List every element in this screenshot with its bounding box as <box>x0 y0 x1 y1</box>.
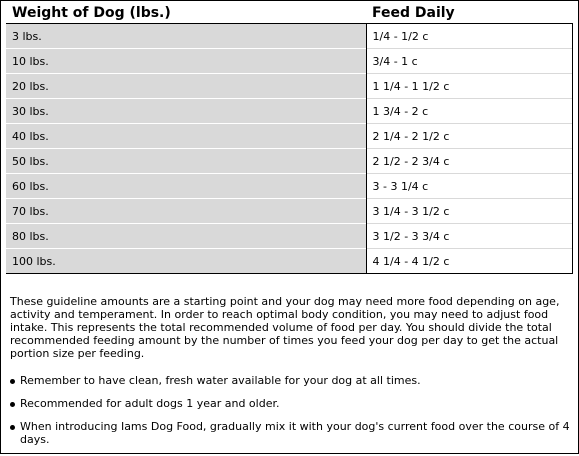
feeding-guideline-note: These guideline amounts are a starting point and your dog may need more food depending on age, activity and temperament. In order to reach optimal body condition, you may need to adjust food intake. This represents the total recommended volume of food per day. You should divide the total recommended feeding amount by the number of times you feed your dog per day to get the actual portion size per feeding. <box>10 295 560 360</box>
feed-cell: 2 1/2 - 2 3/4 c <box>366 149 573 174</box>
weight-cell: 70 lbs. <box>6 199 366 224</box>
weight-cell: 10 lbs. <box>6 49 366 74</box>
weight-cell: 30 lbs. <box>6 99 366 124</box>
table-row <box>6 49 573 74</box>
table-row <box>6 74 573 99</box>
table-row <box>6 224 573 249</box>
feed-cell: 4 1/4 - 4 1/2 c <box>366 249 573 274</box>
tip-text: Recommended for adult dogs 1 year and older. <box>20 397 280 410</box>
weight-cell: 80 lbs. <box>6 224 366 249</box>
feed-cell: 3 1/2 - 3 3/4 c <box>366 224 573 249</box>
bullet-icon <box>10 379 15 384</box>
weight-cell: 3 lbs. <box>6 24 366 49</box>
bullet-icon <box>10 425 15 430</box>
weight-cell: 40 lbs. <box>6 124 366 149</box>
feed-cell: 1 1/4 - 1 1/2 c <box>366 74 573 99</box>
list-item <box>10 420 574 446</box>
feed-column-header: Feed Daily <box>366 3 573 24</box>
table-row <box>6 199 573 224</box>
tip-text: Remember to have clean, fresh water available for your dog at all times. <box>20 374 421 387</box>
feed-cell: 3 1/4 - 3 1/2 c <box>366 199 573 224</box>
feed-cell: 3/4 - 1 c <box>366 49 573 74</box>
weight-cell: 60 lbs. <box>6 174 366 199</box>
table-header-row <box>6 3 573 24</box>
feeding-table <box>6 3 573 274</box>
table-row <box>6 174 573 199</box>
weight-cell: 100 lbs. <box>6 249 366 274</box>
list-item <box>10 374 574 387</box>
feed-cell: 3 - 3 1/4 c <box>366 174 573 199</box>
table-row <box>6 124 573 149</box>
table-row <box>6 149 573 174</box>
table-row <box>6 99 573 124</box>
weight-cell: 20 lbs. <box>6 74 366 99</box>
feeding-tips-list <box>10 374 574 456</box>
feed-cell: 1 3/4 - 2 c <box>366 99 573 124</box>
table-row <box>6 249 573 274</box>
feed-cell: 1/4 - 1/2 c <box>366 24 573 49</box>
list-item <box>10 397 574 410</box>
feed-cell: 2 1/4 - 2 1/2 c <box>366 124 573 149</box>
bullet-icon <box>10 402 15 407</box>
tip-text: When introducing Iams Dog Food, gradually mix it with your dog's current food over the course of 4 days. <box>20 420 570 446</box>
weight-cell: 50 lbs. <box>6 149 366 174</box>
table-row <box>6 24 573 49</box>
weight-column-header: Weight of Dog (lbs.) <box>6 3 366 24</box>
